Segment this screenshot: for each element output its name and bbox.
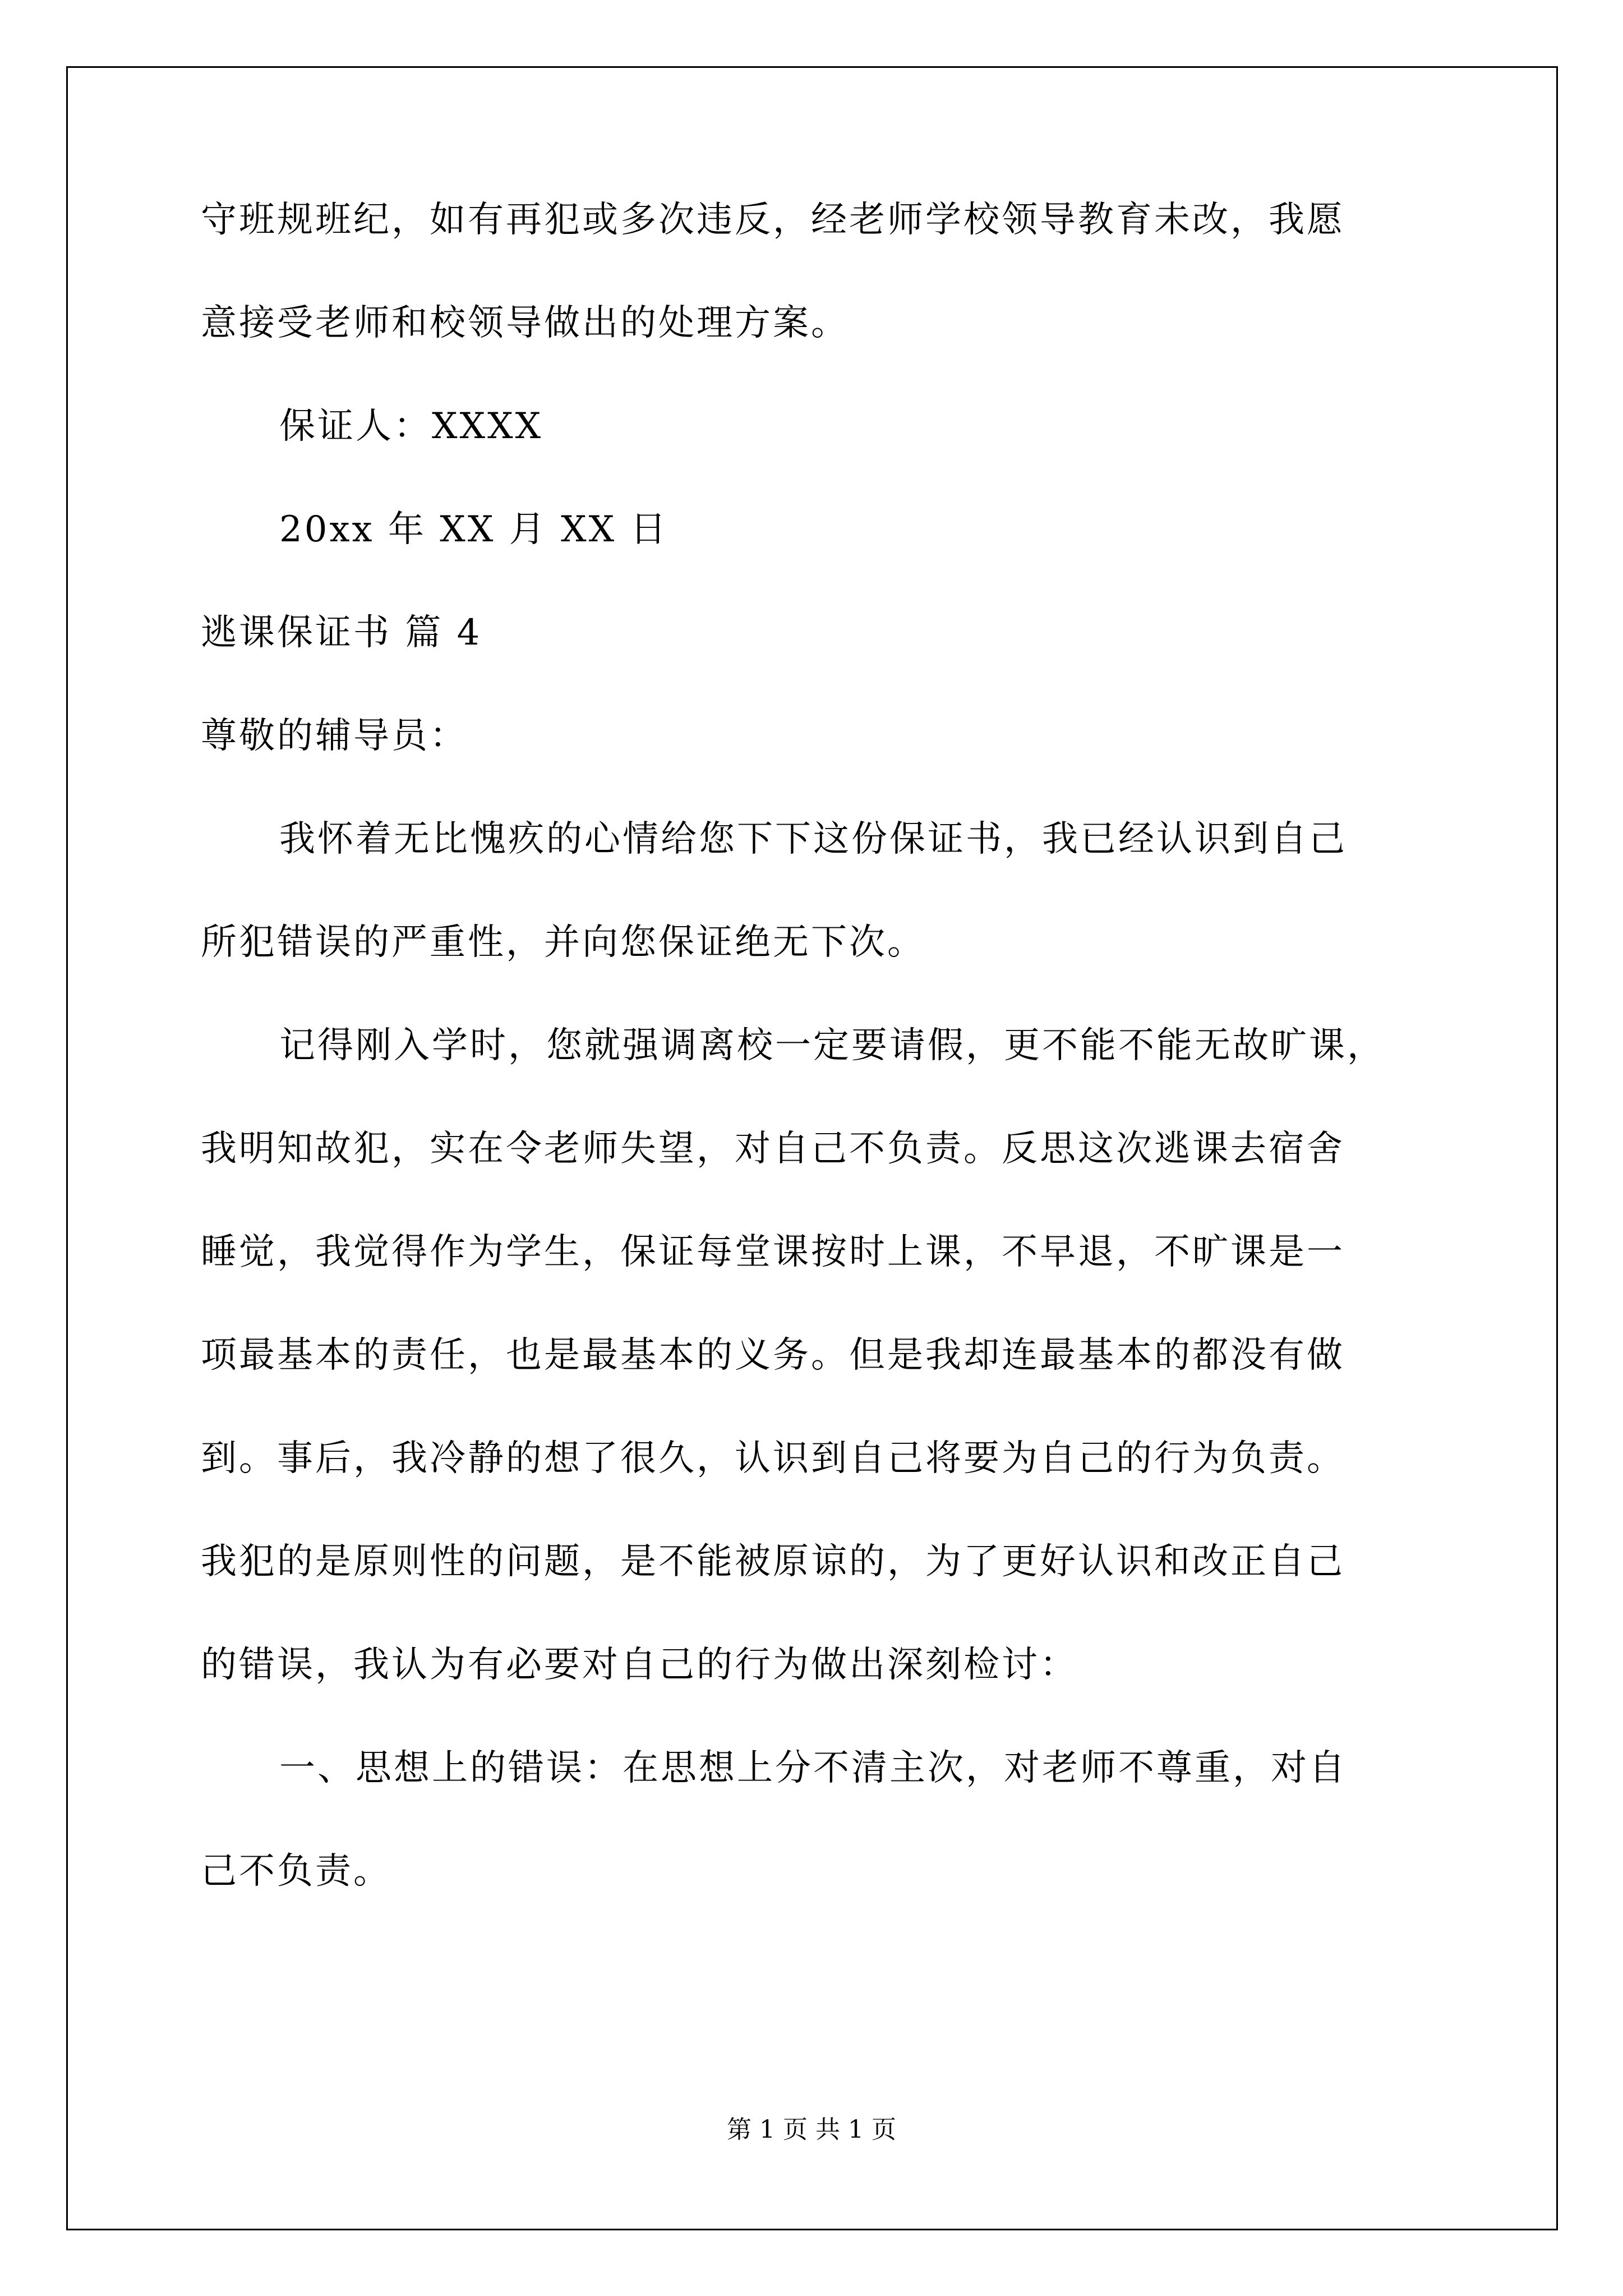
text-line: 意接受老师和校领导做出的处理方案。 [201, 302, 849, 344]
text-line: 我明知故犯，实在令老师失望，对自己不负责。反思这次逃课去宿舍 [201, 1128, 1345, 1170]
text-line: 所犯错误的严重性，并向您保证绝无下次。 [201, 922, 925, 963]
text-line: 记得刚入学时，您就强调离校一定要请假，更不能不能无故旷课， [279, 1025, 1385, 1066]
text-line: 我怀着无比愧疚的心情给您下下这份保证书，我已经认识到自己 [279, 818, 1347, 860]
text-line: 睡觉，我觉得作为学生，保证每堂课按时上课，不早退，不旷课是一 [201, 1231, 1345, 1273]
guarantor-line: 保证人：XXXX [279, 406, 543, 447]
text-line: 项最基本的责任，也是最基本的义务。但是我却连最基本的都没有做 [201, 1335, 1345, 1376]
text-line: 到。事后，我冷静的想了很久，认识到自己将要为自己的行为负责。 [201, 1438, 1345, 1479]
page-number-footer: 第 1 页 共 1 页 [727, 2115, 896, 2144]
salutation: 尊敬的辅导员： [201, 715, 468, 757]
date-line: 20xx 年 XX 月 XX 日 [279, 509, 668, 550]
text-line: 己不负责。 [201, 1851, 391, 1892]
text-line: 守班规班纪，如有再犯或多次违反，经老师学校领导教育未改，我愿 [201, 199, 1345, 241]
text-line: 的错误，我认为有必要对自己的行为做出深刻检讨： [201, 1644, 1078, 1686]
text-line: 我犯的是原则性的问题，是不能被原谅的，为了更好认识和改正自己 [201, 1541, 1345, 1582]
text-line: 一、思想上的错误：在思想上分不清主次，对老师不尊重，对自 [279, 1747, 1347, 1789]
document-body [201, 199, 1435, 1957]
section-heading: 逃课保证书 篇 4 [201, 612, 482, 654]
